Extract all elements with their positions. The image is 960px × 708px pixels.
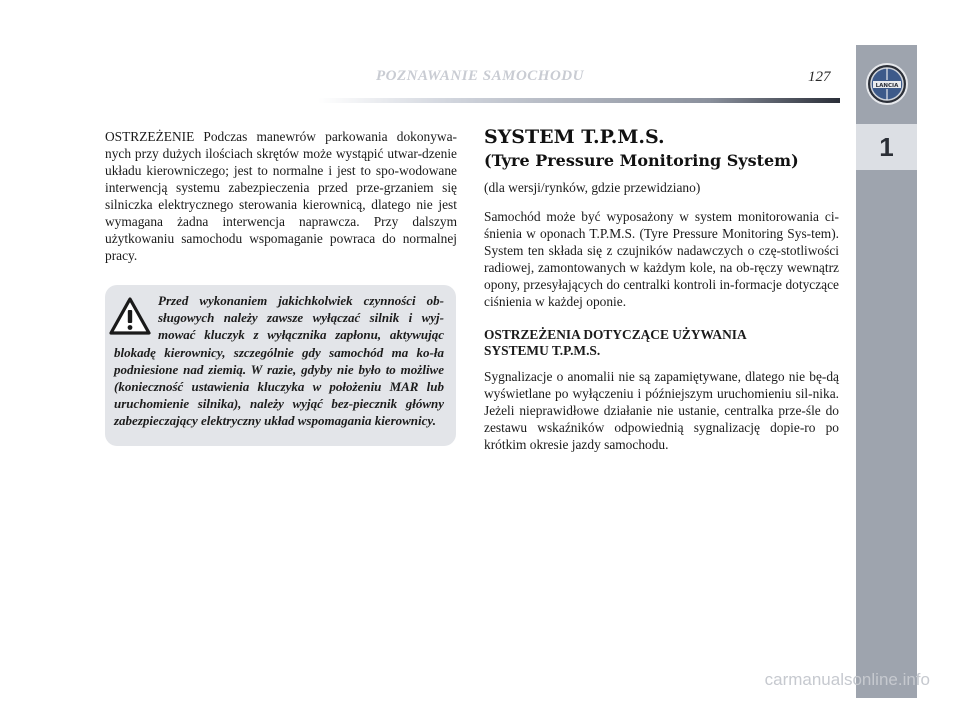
section-subtitle: (Tyre Pressure Monitoring System) bbox=[484, 151, 799, 170]
lancia-logo-icon bbox=[865, 62, 909, 106]
brand-logo bbox=[856, 45, 917, 123]
watermark: carmanualsonline.info bbox=[764, 670, 930, 689]
availability-note: (dla wersji/rynków, gdzie przewidziano) bbox=[484, 180, 701, 195]
section-title: SYSTEM T.P.M.S. bbox=[484, 126, 665, 148]
tpms-warnings-paragraph: Sygnalizacje o anomalii nie są zapamiętywane, dlatego nie bę-dą wyświetlane po wyłączeniu i późniejszym uruchomieniu sil-nika. Jeżeli nieprawidłowe działanie nie ustanie, centralka prze-śle do zestawu wskaźników odpowiednią sygnalizację dopie-ro po krótkim okresie jazdy samochodu. bbox=[484, 369, 839, 452]
logo-text: LANCIA bbox=[875, 83, 898, 89]
tpms-description: Samochód może być wyposażony w system monitorowania ci-śnienia w oponach T.P.M.S. (Tyre Pressure Monitoring Sys-tem). System ten składa się z czujników nadawczych o czę-stotliwości radiowej, zamontowanych w każdym kole, na ob-ręczy wewnątrz opony, przesyłających do centralki kontroli in-formacje dotyczące ciśnienia w każdej oponie. bbox=[484, 209, 839, 309]
running-header-title: POZNAWANIE SAMOCHODU bbox=[376, 68, 584, 84]
steering-warning-paragraph: OSTRZEŻENIE Podczas manewrów parkowania dokonywa-nych przy dużych ilościach skrętów może wystąpić utwar-dzenie układu kierowniczego; jest to normalne i jest to spo-wodowane interwencją systemu zabezpieczenia przed prze-grzaniem się silniczka elektrycznego sterowania kierownicą, dlatego nie jest wymagana żadna interwencja naprawcza. Przy dalszym użytkowaniu samochodu wspomaganie powraca do normalnej pracy. bbox=[105, 129, 457, 263]
icon-spacer bbox=[114, 292, 158, 342]
tpms-warnings-heading: OSTRZEŻENIA DOTYCZĄCE UŻYWANIA SYSTEMU T.P.M.S. bbox=[484, 327, 746, 358]
chapter-number[interactable]: 1 bbox=[856, 124, 917, 170]
page-number: 127 bbox=[808, 69, 831, 85]
warning-text-content: Przed wykonaniem jakichkolwiek czynności ob-sługowych należy zawsze wyłączać silnik i wyj-mować kluczyk z wyłącznika zapłonu, aktywując blokadę kierownicy, szczególnie gdy samochód ma ko-ła podniesione nad ziemią. W razie, gdyby nie było to możliwe (konieczność ustawienia kluczyka w położeniu MAR lub uruchomienie silnika), należy wyjąć bez-piecznik główny zabezpieczający elektryczny układ wspomagania kierownicy. bbox=[114, 293, 444, 429]
tpms-section bbox=[484, 125, 839, 453]
warning-text bbox=[114, 292, 444, 430]
header-rule bbox=[318, 98, 840, 103]
